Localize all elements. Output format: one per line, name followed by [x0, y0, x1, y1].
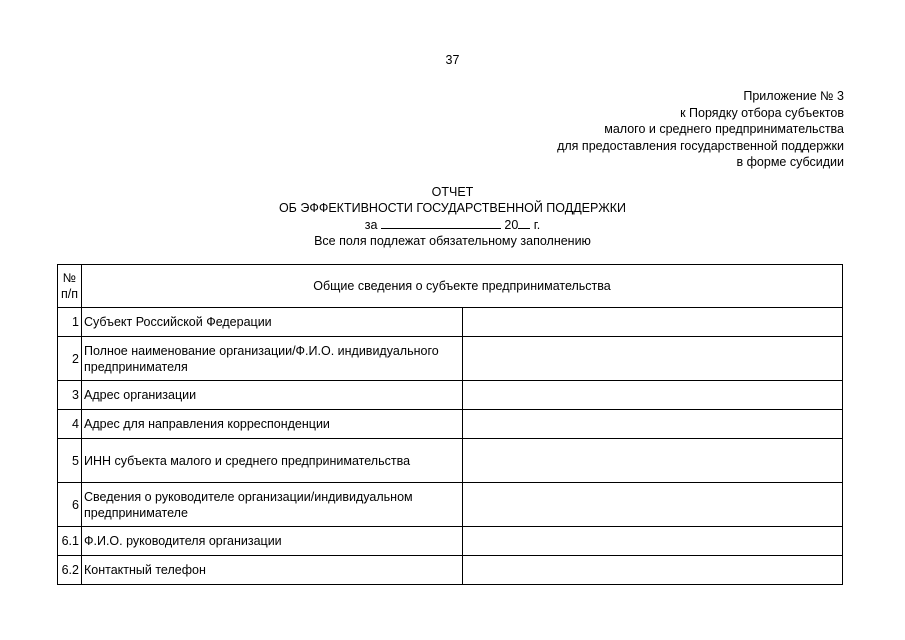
- report-heading: [0, 184, 905, 249]
- appendix-block: [557, 88, 844, 171]
- info-table: [57, 264, 843, 585]
- row-label: Адрес организации: [82, 381, 463, 410]
- row-value-field[interactable]: [462, 439, 843, 483]
- row-value-field[interactable]: [462, 410, 843, 439]
- table-row: [58, 308, 843, 337]
- row-value-field[interactable]: [462, 308, 843, 337]
- row-value-field[interactable]: [462, 337, 843, 381]
- report-period-line: [0, 216, 905, 233]
- row-label: Контактный телефон: [82, 556, 463, 585]
- appendix-line: Приложение № 3: [743, 89, 844, 103]
- row-num: 3: [58, 381, 82, 410]
- row-num: 4: [58, 410, 82, 439]
- table-row: [58, 381, 843, 410]
- report-note: Все поля подлежат обязательному заполнению: [314, 234, 591, 248]
- row-label: Субъект Российской Федерации: [82, 308, 463, 337]
- year-prefix: 20: [504, 218, 519, 232]
- row-value-field[interactable]: [462, 483, 843, 527]
- table-row: [58, 483, 843, 527]
- report-subtitle: ОБ ЭФФЕКТИВНОСТИ ГОСУДАРСТВЕННОЙ ПОДДЕРЖКИ: [278, 201, 627, 215]
- row-label: Сведения о руководителе организации/индивидуальном предпринимателе: [82, 483, 463, 527]
- row-value-field[interactable]: [462, 527, 843, 556]
- appendix-line: к Порядку отбора субъектов: [680, 105, 844, 120]
- period-prefix: за: [364, 218, 378, 232]
- row-num: 6.1: [58, 527, 82, 556]
- row-label: ИНН субъекта малого и среднего предпринимательства: [82, 439, 463, 483]
- table-row: [58, 337, 843, 381]
- row-num: 1: [58, 308, 82, 337]
- row-label: Полное наименование организации/Ф.И.О. индивидуального предпринимателя: [82, 337, 463, 381]
- row-label: Адрес для направления корреспонденции: [82, 410, 463, 439]
- header-num: № п/п: [58, 265, 82, 308]
- year-blank-field[interactable]: [518, 216, 530, 229]
- row-value-field[interactable]: [462, 556, 843, 585]
- row-num: 6.2: [58, 556, 82, 585]
- row-num: 5: [58, 439, 82, 483]
- header-title: Общие сведения о субъекте предпринимательства: [82, 265, 843, 308]
- row-value-field[interactable]: [462, 381, 843, 410]
- appendix-line: для предоставления государственной поддержки: [557, 138, 844, 153]
- row-num: 2: [58, 337, 82, 381]
- report-title: ОТЧЕТ: [431, 185, 474, 199]
- row-label: Ф.И.О. руководителя организации: [82, 527, 463, 556]
- appendix-line: в форме субсидии: [736, 155, 844, 169]
- table-row: [58, 439, 843, 483]
- period-blank-field[interactable]: [381, 216, 501, 229]
- table-row: [58, 527, 843, 556]
- appendix-line: малого и среднего предпринимательства: [604, 122, 844, 136]
- year-suffix: г.: [533, 218, 541, 232]
- table-row: [58, 410, 843, 439]
- table-header-row: [58, 265, 843, 308]
- page-number: 37: [445, 53, 460, 67]
- table-row: [58, 556, 843, 585]
- row-num: 6: [58, 483, 82, 527]
